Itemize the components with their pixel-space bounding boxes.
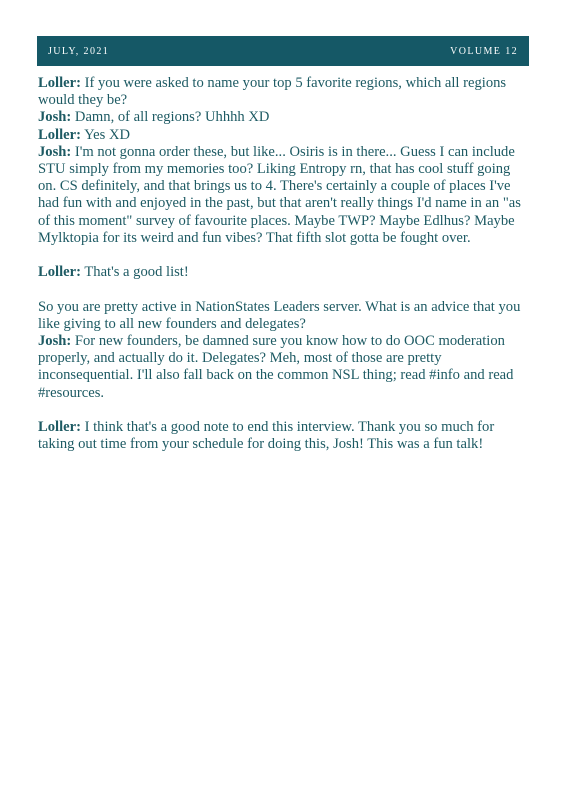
paragraph-gap xyxy=(38,281,532,298)
paragraph-gap xyxy=(38,402,532,419)
dialogue-text: I'm not gonna order these, but like... Osiris is in there... Guess I can include STU simply from my memories too? Liking Entropy rn, that has cool stuff going on. CS definitely, and that brings us to 4. There's certainly a couple of places I've had fun with and enjoyed in the past, but that aren't really things I'd name in an "as of this moment" survey of favourite places. Maybe TWP? Maybe Edlhus? Maybe Mylktopia for its weird and fun vibes? That fifth slot gotta be fought over. xyxy=(38,143,521,246)
speaker-name: Loller: xyxy=(38,75,81,91)
dialogue-line xyxy=(38,264,532,281)
dialogue-line xyxy=(38,75,532,109)
dialogue-line xyxy=(38,127,532,144)
dialogue-line xyxy=(38,419,532,453)
speaker-name: Josh: xyxy=(38,143,72,160)
dialogue-text: So you are pretty active in NationStates Leaders server. What is an advice that you like giving to all new founders and delegates? xyxy=(38,298,521,332)
dialogue-line xyxy=(38,333,532,402)
speaker-name: Josh: xyxy=(38,109,72,126)
speaker-name: Josh: xyxy=(38,333,72,350)
dialogue-text: That's a good list! xyxy=(80,264,189,281)
dialogue-line xyxy=(38,144,532,247)
dialogue-line xyxy=(38,109,532,126)
dialogue-text: I think that's a good note to end this interview. Thank you so much for taking out time from your schedule for doing this, Josh! This was a fun talk! xyxy=(38,419,495,453)
dialogue-text: Yes XD xyxy=(80,126,131,143)
issue-volume: VOLUME 12 xyxy=(450,45,518,57)
dialogue-text: Damn, of all regions? Uhhhh XD xyxy=(71,109,270,126)
dialogue-text: If you were asked to name your top 5 favorite regions, which all regions would they be? xyxy=(38,75,507,109)
interview-body xyxy=(38,75,532,453)
speaker-name: Loller: xyxy=(38,419,81,436)
dialogue-line xyxy=(38,299,532,333)
speaker-name: Loller: xyxy=(38,264,81,281)
paragraph-gap xyxy=(38,247,532,264)
speaker-name: Loller: xyxy=(38,126,81,143)
dialogue-text: For new founders, be damned sure you know how to do OOC moderation properly, and actually do it. Delegates? Meh, most of those are pretty inconsequential. I'll also fall back on the common NSL thing; read #info and read #resources. xyxy=(38,333,514,401)
issue-date: JULY, 2021 xyxy=(48,45,110,57)
page-header xyxy=(37,36,529,66)
